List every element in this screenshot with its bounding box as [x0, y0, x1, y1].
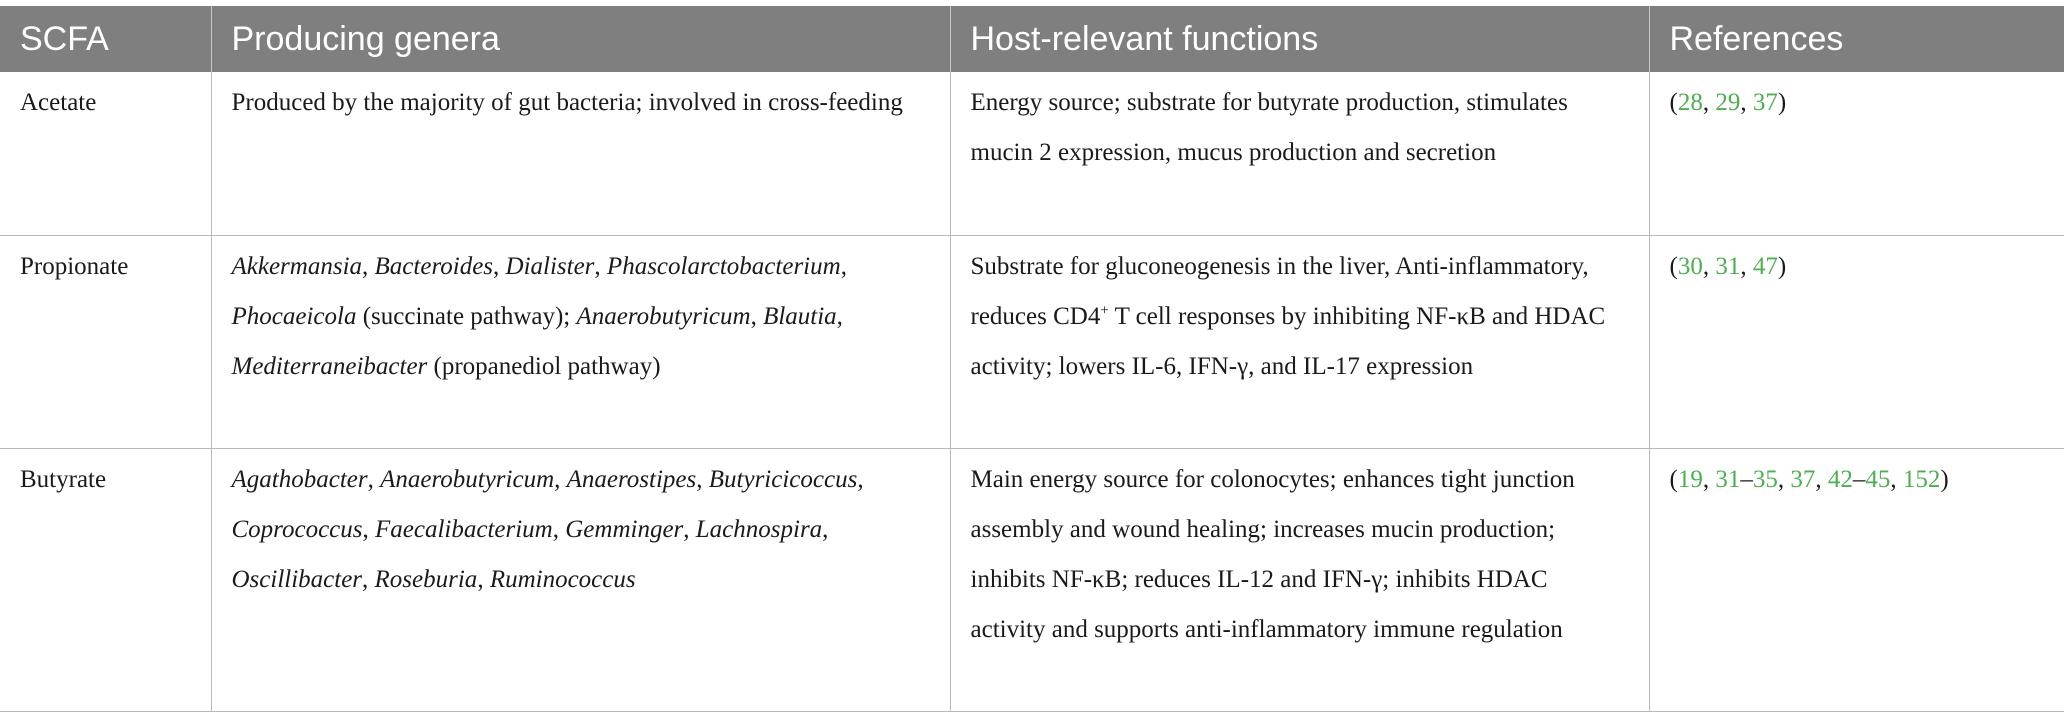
- genus: Oscillibacter: [231, 566, 363, 593]
- reference-link[interactable]: 29: [1715, 89, 1741, 116]
- header-row: [0, 6, 2064, 72]
- genus: Butyricicoccus: [708, 466, 858, 493]
- references-cell: (30, 31, 47): [1649, 236, 2064, 449]
- reference-link[interactable]: 45: [1865, 466, 1891, 493]
- genus: Akkermansia: [231, 253, 363, 280]
- table-row: [0, 72, 2064, 236]
- genus: Ruminococcus: [489, 566, 636, 593]
- reference-link[interactable]: 35: [1752, 466, 1778, 493]
- genus: Phascolarctobacterium: [606, 253, 841, 280]
- functions-cell: Main energy source for colonocytes; enhances tight junction assembly and wound healing; increases mucin production; inhibits NF-κB; reduces IL-12 and IFN-γ; inhibits HDAC activity and supports anti-inflammatory immune regulation: [950, 449, 1649, 712]
- functions-cell: [950, 236, 1649, 449]
- genus: Mediterraneibacter: [231, 353, 428, 380]
- genera-cell: Agathobacter, Anaerobutyricum, Anaerostipes, Butyricicoccus, Coprococcus, Faecalibacterium, Gemminger, Lachnospira, Oscillibacter, Roseburia, Ruminococcus: [211, 449, 950, 712]
- reference-link[interactable]: 31: [1715, 466, 1741, 493]
- table-row: [0, 236, 2064, 449]
- genus: Agathobacter: [231, 466, 368, 493]
- header-references: References: [1649, 6, 2064, 72]
- genus: Roseburia: [374, 566, 478, 593]
- header-producing-genera: Producing genera: [211, 6, 950, 72]
- genus: Faecalibacterium: [375, 516, 553, 543]
- genus: Anaerobutyricum: [576, 303, 751, 330]
- reference-link[interactable]: 152: [1902, 466, 1941, 493]
- header-scfa: SCFA: [0, 6, 211, 72]
- reference-link[interactable]: 19: [1677, 466, 1703, 493]
- genera-cell: Akkermansia, Bacteroides, Dialister, Phascolarctobacterium, Phocaeicola (succinate pathway); Anaerobutyricum, Blautia, Mediterraneibacter (propanediol pathway): [211, 236, 950, 449]
- pathway-label: succinate pathway: [371, 303, 555, 330]
- genera-cell: Produced by the majority of gut bacteria; involved in cross-feeding: [211, 72, 950, 236]
- genus: Anaerostipes: [566, 466, 697, 493]
- reference-link[interactable]: 37: [1790, 466, 1816, 493]
- scfa-cell: Butyrate: [0, 449, 211, 712]
- genus: Coprococcus: [231, 516, 363, 543]
- scfa-cell: Acetate: [20, 89, 97, 116]
- functions-text: Substrate for gluconeogenesis in the liver, Anti-inflammatory, reduces CD4: [970, 253, 1589, 330]
- reference-link[interactable]: 42: [1827, 466, 1853, 493]
- genus: Gemminger: [565, 516, 684, 543]
- table: [0, 6, 2064, 711]
- genus: Lachnospira: [695, 516, 823, 543]
- superscript-plus: +: [1100, 302, 1109, 319]
- reference-link[interactable]: 30: [1677, 253, 1703, 280]
- functions-cell: Energy source; substrate for butyrate production, stimulates mucin 2 expression, mucus production and secretion: [950, 72, 1649, 236]
- header-functions: Host-relevant functions: [950, 6, 1649, 72]
- genus: Anaerobutyricum: [380, 466, 555, 493]
- genus: Blautia: [763, 303, 837, 330]
- scfa-table: [0, 6, 2064, 712]
- reference-link[interactable]: 31: [1715, 253, 1741, 280]
- functions-text: T cell responses by inhibiting NF-κB and HDAC activity; lowers IL-6, IFN-γ, and IL-17 expression: [970, 303, 1606, 380]
- scfa-cell: Propionate: [0, 236, 211, 449]
- references-cell: (28, 29, 37): [1649, 72, 2064, 236]
- reference-link[interactable]: 28: [1677, 89, 1703, 116]
- genus: Phocaeicola: [231, 303, 357, 330]
- genus: Dialister: [505, 253, 595, 280]
- references-cell: (19, 31–35, 37, 42–45, 152): [1649, 449, 2064, 712]
- pathway-label: propanediol pathway: [441, 353, 653, 380]
- genus: Bacteroides: [374, 253, 494, 280]
- table-row: [0, 449, 2064, 712]
- reference-link[interactable]: 47: [1752, 253, 1778, 280]
- reference-link[interactable]: 37: [1752, 89, 1778, 116]
